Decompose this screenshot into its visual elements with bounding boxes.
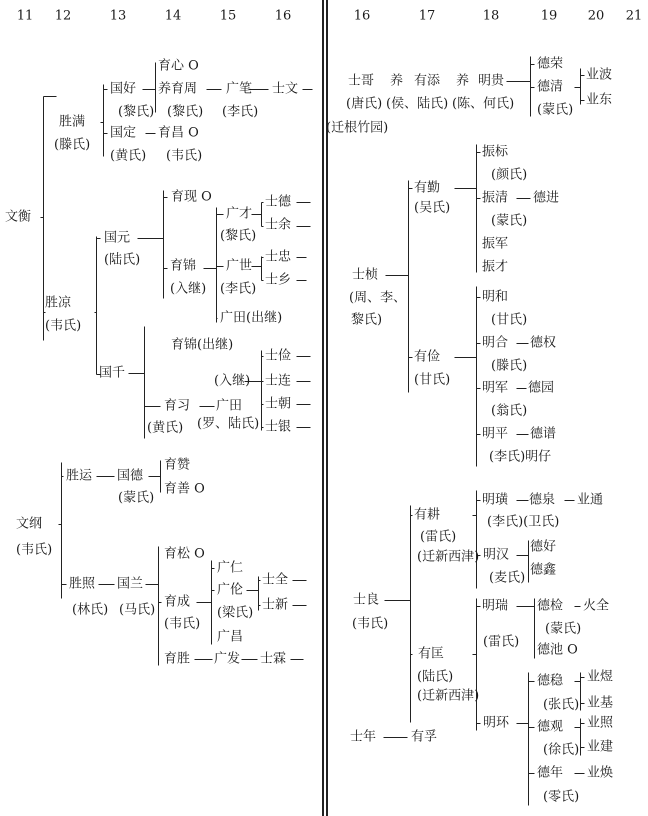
person-entry: 文衡	[5, 209, 32, 225]
person-entry: 广世	[226, 258, 253, 274]
person-entry: 育昌 O	[158, 125, 199, 141]
person-entry: 明和	[482, 289, 509, 305]
person-entry: (滕氏)	[491, 358, 528, 374]
person-entry: 德池 O	[537, 642, 578, 658]
person-entry: (入继)	[170, 281, 207, 297]
person-entry: (甘氏)	[491, 312, 528, 328]
generation-header: 11	[16, 8, 34, 24]
person-entry: (林氏)	[72, 602, 109, 618]
person-entry: 明军	[482, 380, 509, 396]
person-entry: 养	[390, 73, 404, 89]
person-entry: 育锦(出继)	[171, 337, 234, 353]
person-entry: (唐氏)	[346, 96, 383, 112]
person-entry: 德泉	[529, 492, 556, 508]
generation-header: 15	[219, 8, 237, 24]
person-entry: 业波	[586, 67, 613, 83]
person-entry: 胜满	[59, 114, 86, 130]
person-entry: 士年	[350, 729, 377, 745]
person-entry: 士文	[272, 81, 299, 97]
person-entry: 明环	[483, 715, 510, 731]
person-entry: (黎氏)	[167, 104, 204, 120]
person-entry: 国元	[104, 230, 131, 246]
person-entry: 振标	[482, 144, 509, 160]
person-entry: 德谱	[530, 426, 557, 442]
person-entry: (黄氏)	[110, 148, 147, 164]
person-entry: (蒙氏)	[118, 490, 155, 506]
person-entry: 德稳	[537, 673, 564, 689]
person-entry: 明平	[482, 426, 509, 442]
person-entry: 国兰	[117, 576, 144, 592]
person-entry: 育锦	[170, 258, 197, 274]
person-entry: 育赞	[164, 457, 191, 473]
person-entry: 国千	[99, 365, 126, 381]
person-entry: (甘氏)	[414, 372, 451, 388]
person-entry: 胜运	[66, 468, 93, 484]
generation-header: 14	[164, 8, 182, 24]
person-entry: 广田	[216, 398, 243, 414]
person-entry: (蒙氏)	[537, 102, 574, 118]
person-entry: 德年	[537, 765, 564, 781]
person-entry: 业东	[586, 92, 613, 108]
person-entry: (韦氏)	[164, 616, 201, 632]
person-entry: 业焕	[587, 765, 614, 781]
person-entry: (吴氏)	[414, 200, 451, 216]
generation-header: 21	[625, 8, 643, 24]
generation-header: 19	[540, 8, 558, 24]
person-entry: (滕氏)	[54, 137, 91, 153]
person-entry: (李氏)(卫氏)	[487, 514, 560, 530]
person-entry: (韦氏)	[45, 318, 82, 334]
person-entry: (徐氏)	[543, 742, 580, 758]
person-entry: 育现 O	[171, 189, 212, 205]
person-entry: 士新	[262, 597, 289, 613]
person-entry: 育习	[164, 398, 191, 414]
person-entry: (周、李、	[349, 290, 407, 306]
person-entry: 广发	[214, 651, 241, 667]
person-entry: (黎氏)	[220, 228, 257, 244]
person-entry: (陈、何氏)	[452, 96, 515, 112]
person-entry: 士余	[265, 217, 292, 233]
person-entry: 德好	[530, 539, 557, 555]
person-entry: 国定	[110, 125, 137, 141]
person-entry: 振清	[482, 190, 509, 206]
person-entry: 养	[456, 73, 470, 89]
person-entry: 育心 O	[158, 58, 199, 74]
generation-header: 12	[54, 8, 72, 24]
person-entry: 明瑞	[482, 598, 509, 614]
column-divider	[322, 0, 324, 816]
person-entry: 振才	[482, 259, 509, 275]
person-entry: 育成	[164, 594, 191, 610]
person-entry: 士银	[265, 419, 292, 435]
person-entry: 德观	[537, 719, 564, 735]
person-entry: 士良	[353, 592, 380, 608]
person-entry: 育松 O	[164, 546, 205, 562]
person-entry: (韦氏)	[352, 616, 389, 632]
person-entry: 育善 O	[164, 481, 205, 497]
person-entry: (梁氏)	[217, 605, 254, 621]
person-entry: 有添	[414, 73, 441, 89]
person-entry: 士忠	[265, 249, 292, 265]
person-entry: 德检	[537, 598, 564, 614]
person-entry: 业照	[587, 715, 614, 731]
person-entry: 业通	[577, 492, 604, 508]
person-entry: 胜照	[69, 576, 96, 592]
person-entry: (李氏)	[220, 281, 257, 297]
person-entry: 明汉	[483, 547, 510, 563]
person-entry: (黎氏)	[118, 104, 155, 120]
person-entry: 广才	[226, 206, 253, 222]
person-entry: 德进	[533, 190, 560, 206]
person-entry: 黎氏)	[351, 312, 383, 328]
person-entry: 有耕	[414, 507, 441, 523]
person-entry: (迁新西津)	[417, 688, 480, 704]
person-entry: 广仁	[217, 560, 244, 576]
person-entry: (李氏)明仔	[489, 449, 552, 465]
person-entry: (入继)	[214, 373, 251, 389]
person-entry: 有勤	[414, 180, 441, 196]
generation-header: 18	[482, 8, 500, 24]
person-entry: 有孚	[411, 729, 438, 745]
person-entry: 明璜	[482, 492, 509, 508]
person-entry: (雷氏)	[420, 529, 457, 545]
person-entry: (零氏)	[543, 789, 580, 805]
person-entry: 士德	[265, 194, 292, 210]
person-entry: (颜氏)	[491, 167, 528, 183]
generation-header: 20	[587, 8, 605, 24]
person-entry: 业基	[587, 695, 614, 711]
person-entry: 国好	[110, 81, 137, 97]
person-entry: 德权	[530, 335, 557, 351]
person-entry: (蒙氏)	[491, 213, 528, 229]
person-entry: (张氏)	[543, 697, 580, 713]
generation-header: 16	[274, 8, 292, 24]
person-entry: 士乡	[265, 272, 292, 288]
generation-header: 13	[109, 8, 127, 24]
person-entry: (韦氏)	[16, 542, 53, 558]
person-entry: 广昌	[217, 629, 244, 645]
person-entry: (李氏)	[222, 104, 259, 120]
person-entry: (迁根竹园)	[326, 120, 389, 136]
person-entry: 国德	[117, 468, 144, 484]
person-entry: (韦氏)	[166, 148, 203, 164]
person-entry: 胜凉	[45, 295, 72, 311]
person-entry: (麦氏)	[489, 570, 526, 586]
person-entry: 德清	[537, 79, 564, 95]
person-entry: 养育周	[158, 81, 198, 97]
person-entry: (侯、陆氏)	[386, 96, 449, 112]
person-entry: (蒙氏)	[545, 621, 582, 637]
person-entry: (雷氏)	[483, 634, 520, 650]
person-entry: 德鑫	[530, 562, 557, 578]
person-entry: 广伦	[217, 582, 244, 598]
person-entry: 振军	[482, 236, 509, 252]
person-entry: 业建	[587, 739, 614, 755]
person-entry: 广田(出继)	[220, 310, 283, 326]
person-entry: (罗、陆氏)	[197, 416, 260, 432]
person-entry: 德园	[528, 380, 555, 396]
person-entry: 广笔	[226, 81, 253, 97]
person-entry: 士俭	[265, 348, 292, 364]
person-entry: 士朝	[265, 396, 292, 412]
person-entry: 明合	[482, 335, 509, 351]
person-entry: 士霖	[260, 651, 287, 667]
generation-header: 16	[353, 8, 371, 24]
person-entry: (陆氏)	[417, 669, 454, 685]
person-entry: 有俭	[414, 349, 441, 365]
person-entry: (迁新西津)	[417, 549, 480, 565]
person-entry: (马氏)	[119, 602, 156, 618]
person-entry: (陆氏)	[104, 252, 141, 268]
person-entry: 有匡	[418, 646, 445, 662]
person-entry: 火全	[583, 598, 610, 614]
person-entry: (黄氏)	[147, 420, 184, 436]
person-entry: 业煜	[587, 669, 614, 685]
person-entry: (翁氏)	[491, 403, 528, 419]
person-entry: 育胜	[164, 651, 191, 667]
person-entry: 士哥	[348, 73, 375, 89]
person-entry: 明贵	[478, 73, 505, 89]
person-entry: 士全	[262, 572, 289, 588]
person-entry: 士桢	[352, 267, 379, 283]
person-entry: 士连	[265, 373, 292, 389]
person-entry: 德荣	[537, 56, 564, 72]
person-entry: 文纲	[16, 516, 43, 532]
generation-header: 17	[418, 8, 436, 24]
